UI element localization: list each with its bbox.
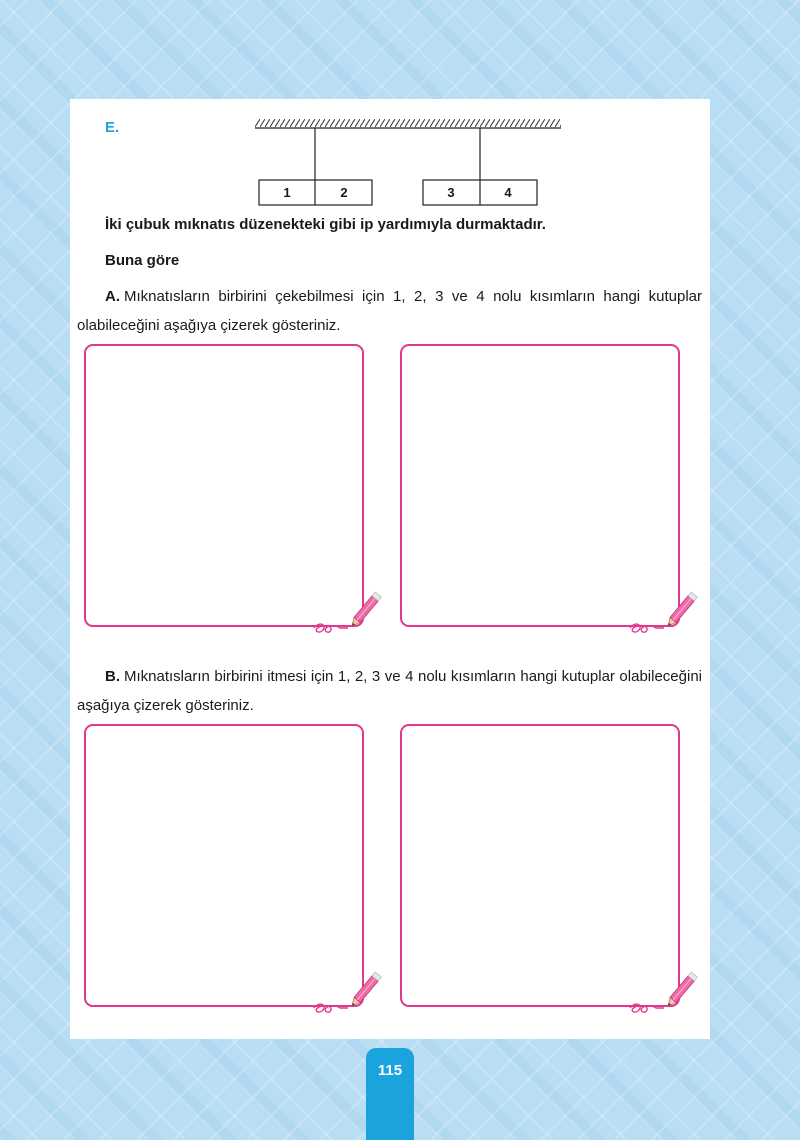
question-b: [77, 662, 702, 720]
bar-magnet-right: [423, 180, 537, 205]
pole-2-label: 2: [340, 185, 348, 200]
hanging-magnets-diagram: [255, 119, 565, 209]
pole-4-label: 4: [504, 185, 512, 200]
question-a-letter: A.: [105, 288, 120, 305]
drawing-area-a-2[interactable]: [400, 344, 682, 629]
question-a-text: Mıknatısların birbirini çekebilmesi için 1, 2, 3 ve 4 nolu kısımların hangi kutuplar olabileceğini aşağıya çizerek gösteriniz.: [77, 288, 702, 334]
pencil-icon: [628, 584, 708, 644]
pole-1-label: 1: [283, 185, 291, 200]
drawing-area-b-1[interactable]: [84, 724, 366, 1009]
drawing-area-a-1[interactable]: [84, 344, 366, 629]
ceiling-hatching: [255, 119, 561, 127]
pencil-icon: [312, 584, 392, 644]
section-label: E.: [105, 119, 120, 136]
page-number-tab: [366, 1048, 414, 1140]
question-a: [77, 282, 702, 340]
question-b-letter: B.: [105, 668, 120, 685]
lead-in-text: Buna göre: [105, 252, 180, 269]
page-number: 115: [377, 1062, 403, 1079]
worksheet-page: [70, 99, 710, 1039]
pencil-icon: [628, 964, 708, 1024]
pencil-icon: [312, 964, 392, 1024]
drawing-area-b-2[interactable]: [400, 724, 682, 1009]
bar-magnet-left: [259, 180, 372, 205]
pole-3-label: 3: [447, 185, 455, 200]
problem-statement: İki çubuk mıknatıs düzenekteki gibi ip yardımıyla durmaktadır.: [105, 216, 546, 233]
question-b-text: Mıknatısların birbirini itmesi için 1, 2, 3 ve 4 nolu kısımların hangi kutuplar olabileceğini aşağıya çizerek gösteriniz.: [77, 668, 702, 714]
